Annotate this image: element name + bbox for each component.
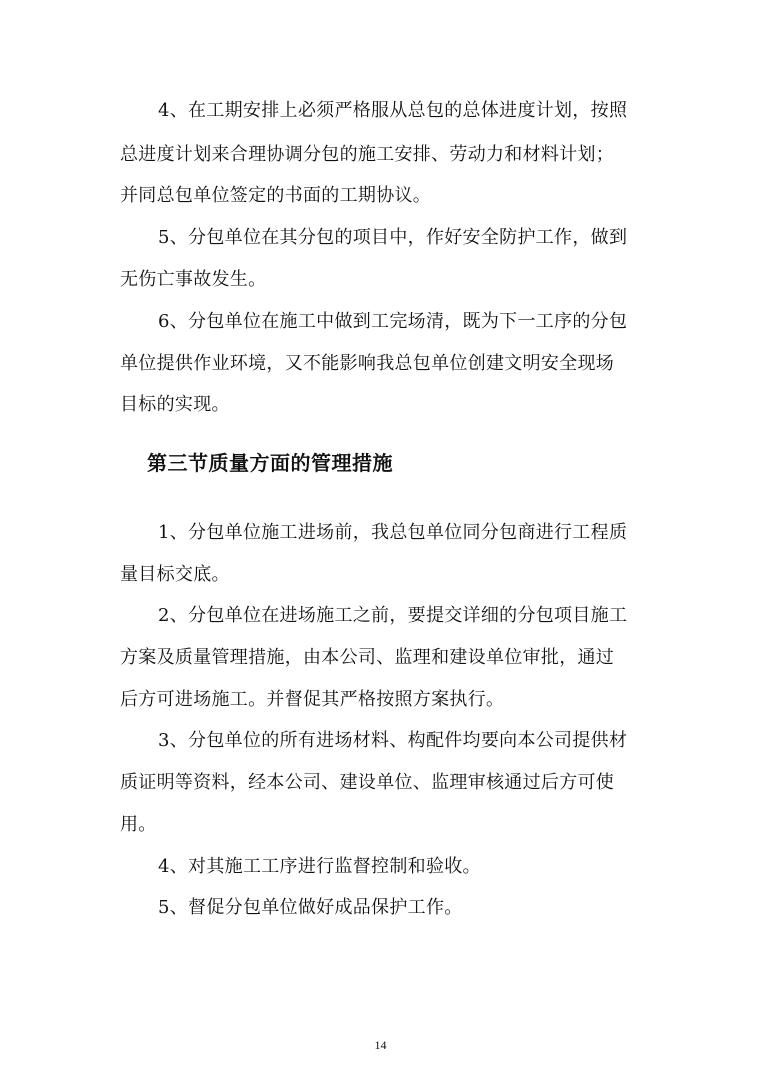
paragraph-line: 总进度计划来合理协调分包的施工安排、劳动力和材料计划； xyxy=(120,144,615,165)
paragraph-line: 用。 xyxy=(120,814,157,835)
paragraph-line: 质证明等资料，经本公司、建设单位、监理审核通过后方可使 xyxy=(120,772,615,793)
paragraph-line: 并同总包单位签定的书面的工期协议。 xyxy=(120,185,432,206)
paragraph-line: 4、对其施工工序进行监督控制和验收。 xyxy=(158,856,481,877)
paragraph-line: 单位提供作业环境，又不能影响我总包单位创建文明安全现场 xyxy=(120,353,615,374)
paragraph-line: 量目标交底。 xyxy=(120,564,230,585)
page-number: 14 xyxy=(374,1038,387,1052)
paragraph-line: 5、分包单位在其分包的项目中，作好安全防护工作，做到 xyxy=(158,227,628,248)
paragraph-line: 4、在工期安排上必须严格服从总包的总体进度计划，按照 xyxy=(158,100,628,121)
paragraph-line: 1、分包单位施工进场前，我总包单位同分包商进行工程质 xyxy=(158,522,628,543)
paragraph-line: 后方可进场施工。并督促其严格按照方案执行。 xyxy=(120,689,505,710)
section-heading: 第三节质量方面的管理措施 xyxy=(147,451,393,475)
paragraph-line: 2、分包单位在进场施工之前，要提交详细的分包项目施工 xyxy=(158,605,628,626)
paragraph-line: 无伤亡事故发生。 xyxy=(120,269,267,290)
paragraph-line: 3、分包单位的所有进场材料、构配件均要向本公司提供材 xyxy=(158,730,628,751)
paragraph-line: 6、分包单位在施工中做到工完场清，既为下一工序的分包 xyxy=(158,311,628,332)
paragraph-line: 目标的实现。 xyxy=(120,394,230,415)
paragraph-line: 5、督促分包单位做好成品保护工作。 xyxy=(158,897,463,918)
paragraph-line: 方案及质量管理措施，由本公司、监理和建设单位审批，通过 xyxy=(120,647,615,668)
